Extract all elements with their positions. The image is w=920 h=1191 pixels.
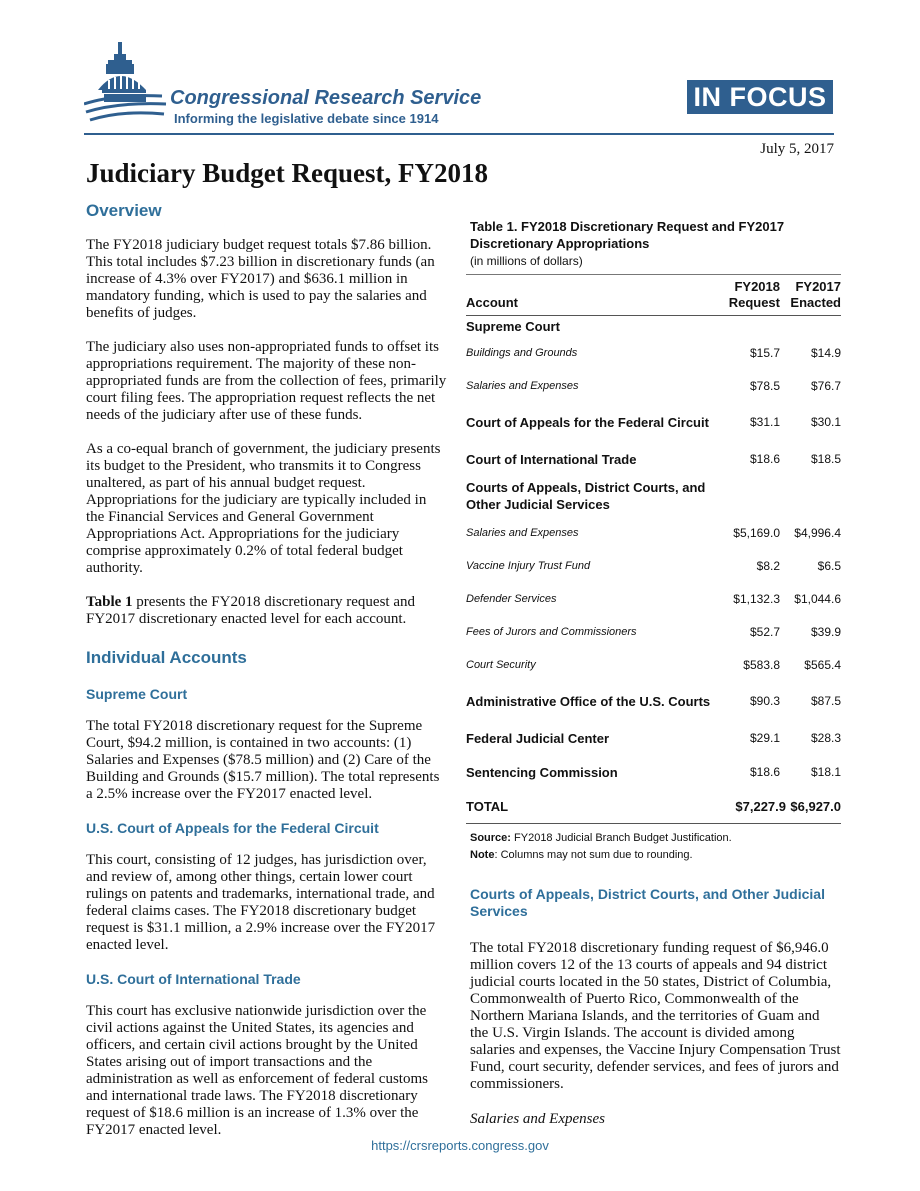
source-text: FY2018 Judicial Branch Budget Justification. [510, 832, 732, 844]
row-label: Court of International Trade [466, 451, 637, 467]
table-row [466, 582, 841, 615]
supreme-court-heading: Supreme Court [86, 686, 188, 702]
table-subtitle: (in millions of dollars) [470, 254, 583, 268]
table-row [466, 336, 841, 369]
page-title: Judiciary Budget Request, FY2018 [86, 158, 489, 188]
right-column [466, 218, 841, 1128]
row-fy2018: $31.1 [749, 414, 780, 429]
table-source [470, 830, 841, 864]
org-name: Congressional Research Service [170, 87, 482, 109]
column-header-fy2018-line2: Request [728, 295, 780, 310]
row-fy2018: $52.7 [749, 624, 780, 639]
table-total-row [466, 789, 841, 824]
row-fy2018 [716, 316, 790, 337]
row-fy2017: $4,996.4 [794, 525, 841, 540]
row-fy2017: $87.5 [810, 693, 841, 708]
federal-circuit-paragraph: This court, consisting of 12 judges, has jurisdiction over, and review of, among other things, certain lower court rulings on patents and trademarks, international trade, and federal claims cases. The FY2018 discretionary budget request is $31.1 million, a 2.9% increase over the FY2017 enacted level. [86, 852, 436, 953]
overview-paragraph-4 [86, 594, 448, 628]
row-fy2017 [790, 316, 841, 337]
row-fy2017: $565.4 [804, 657, 841, 672]
row-fy2017: $1,044.6 [794, 591, 841, 606]
row-fy2017: $18.1 [810, 764, 841, 779]
table-row [466, 681, 841, 721]
row-fy2018: $5,169.0 [733, 525, 780, 540]
row-fy2017: $28.3 [810, 730, 841, 745]
in-focus-badge: IN FOCUS [687, 80, 833, 114]
row-label: Administrative Office of the U.S. Courts [466, 693, 711, 709]
row-label: Fees of Jurors and Commissioners [466, 625, 637, 638]
overview-paragraph-1: The FY2018 judiciary budget request totals $7.86 billion. This total includes $7.23 billion in discretionary funds (an increase of 4.3% over FY2017) and $636.1 million in mandatory funding, which is used to pay the salaries and benefits of judges. [86, 237, 435, 321]
row-fy2017: $18.5 [810, 451, 841, 466]
footer-link[interactable]: https://crsreports.congress.gov [371, 1138, 549, 1153]
publication-date: July 5, 2017 [760, 141, 834, 157]
header-divider [84, 133, 834, 135]
note-label: Note [470, 849, 495, 861]
row-fy2017: $14.9 [810, 345, 841, 360]
row-label: Salaries and Expenses [466, 379, 579, 392]
overview-paragraph-2: The judiciary also uses non-appropriated funds to offset its appropriations requirement. The majority of these non-appropriated funds are from the collection of fees, primarily court filing fees. The appropriation request reflects the net needs of the judiciary after use of these funds. [86, 339, 447, 423]
table-row [466, 721, 841, 755]
table-row [466, 755, 841, 789]
column-header-fy2017-line2: Enacted [790, 295, 841, 310]
total-fy2017: $6,927.0 [790, 789, 841, 824]
row-fy2017: $76.7 [810, 378, 841, 393]
row-fy2018: $583.8 [743, 657, 780, 672]
row-label: Federal Judicial Center [466, 730, 610, 746]
row-label: Court of Appeals for the Federal Circuit [466, 414, 709, 430]
row-label: Supreme Court [466, 318, 560, 334]
international-trade-paragraph: This court has exclusive nationwide jurisdiction over the civil actions against the United States, its agencies and officers, and certain civil actions brought by the United States arising out of import transactions and the administration as well as enforcement of federal customs and international trade laws. The FY2018 discretionary request of $18.6 million is an increase of 1.3% over the FY2017 enacted level. [86, 1003, 428, 1138]
row-fy2018: $18.6 [749, 451, 780, 466]
row-fy2018: $78.5 [749, 378, 780, 393]
row-label: Defender Services [466, 592, 557, 605]
table-reference[interactable]: Table 1 [86, 594, 133, 610]
courts-paragraph: The total FY2018 discretionary funding request of $6,946.0 million covers 12 of the 13 courts of appeals and 94 district judicial courts located in the 50 states, District of Columbia, Commonwealth of Puerto Rico, Commonwealth of the Northern Mariana Islands, and the territories of Guam and the U.S. Virgin Islands. The account is divided among salaries and expenses, the Vaccine Injury Compensation Trust Fund, court security, defender services, and fees of jurors and commissioners. [470, 940, 841, 1092]
total-fy2018: $7,227.9 [716, 789, 790, 824]
individual-accounts-heading: Individual Accounts [86, 648, 247, 667]
salaries-subheading: Salaries and Expenses [470, 1111, 605, 1127]
table-row [466, 402, 841, 442]
column-header-fy2017 [790, 275, 841, 316]
budget-table [466, 274, 841, 824]
table-row [466, 516, 841, 549]
table-row [466, 476, 841, 516]
row-fy2018: $18.6 [749, 764, 780, 779]
column-header-fy2018 [716, 275, 790, 316]
row-label: Vaccine Injury Trust Fund [466, 559, 591, 572]
column-header-fy2017-line1: FY2017 [795, 279, 841, 294]
total-label: TOTAL [466, 789, 716, 824]
source-label: Source: [470, 832, 511, 844]
row-fy2018: $15.7 [749, 345, 780, 360]
row-fy2018: $90.3 [749, 693, 780, 708]
table-row [466, 648, 841, 681]
row-label: Sentencing Commission [466, 764, 618, 780]
row-fy2018: $1,132.3 [733, 591, 780, 606]
column-header-fy2018-line1: FY2018 [734, 279, 780, 294]
crs-logo [84, 40, 504, 132]
overview-paragraph-4-text: presents the FY2018 discretionary request and FY2017 discretionary enacted level for each account. [86, 594, 415, 627]
table-header-row [466, 275, 841, 316]
org-tagline: Informing the legislative debate since 1914 [174, 111, 439, 126]
column-header-account: Account [466, 295, 518, 310]
table-row [466, 549, 841, 582]
row-fy2017: $39.9 [810, 624, 841, 639]
supreme-court-paragraph: The total FY2018 discretionary request for the Supreme Court, $94.2 million, is contained in two accounts: (1) Salaries and Expenses ($78.5 million) and (2) Care of the Building and Grounds ($15.7 million). The total represents a 2.5% increase over the FY2017 enacted level. [86, 718, 440, 802]
left-column [86, 201, 448, 1156]
table-row [466, 316, 841, 337]
row-label: Buildings and Grounds [466, 346, 578, 359]
courts-heading: Courts of Appeals, District Courts, and Other Judicial Services [470, 886, 825, 919]
table-row [466, 615, 841, 648]
row-fy2017: $6.5 [817, 558, 841, 573]
overview-paragraph-3: As a co-equal branch of government, the judiciary presents its budget to the President, who transmits it to Congress unaltered, as part of his annual budget request. Appropriations for the judiciary are typically included in the Financial Services and General Government Appropriations Act. Appropriations for the judiciary comprise approximately 0.2% of total federal budget authority. [86, 441, 441, 576]
row-label: Salaries and Expenses [466, 526, 579, 539]
row-label: Court Security [466, 658, 536, 671]
overview-heading: Overview [86, 201, 162, 220]
row-fy2018: $29.1 [749, 730, 780, 745]
table-row [466, 369, 841, 402]
note-text: : Columns may not sum due to rounding. [494, 849, 693, 861]
table-row [466, 442, 841, 476]
row-fy2018: $8.2 [756, 558, 780, 573]
row-fy2018 [716, 476, 790, 516]
federal-circuit-heading: U.S. Court of Appeals for the Federal Circuit [86, 820, 379, 836]
international-trade-heading: U.S. Court of International Trade [86, 971, 301, 987]
capitol-dome-icon [84, 40, 174, 132]
row-label: Courts of Appeals, District Courts, and Other Judicial Services [466, 480, 706, 512]
table-title: Table 1. FY2018 Discretionary Request and FY2017 Discretionary Appropriations [470, 219, 785, 251]
row-fy2017 [790, 476, 841, 516]
row-fy2017: $30.1 [810, 414, 841, 429]
